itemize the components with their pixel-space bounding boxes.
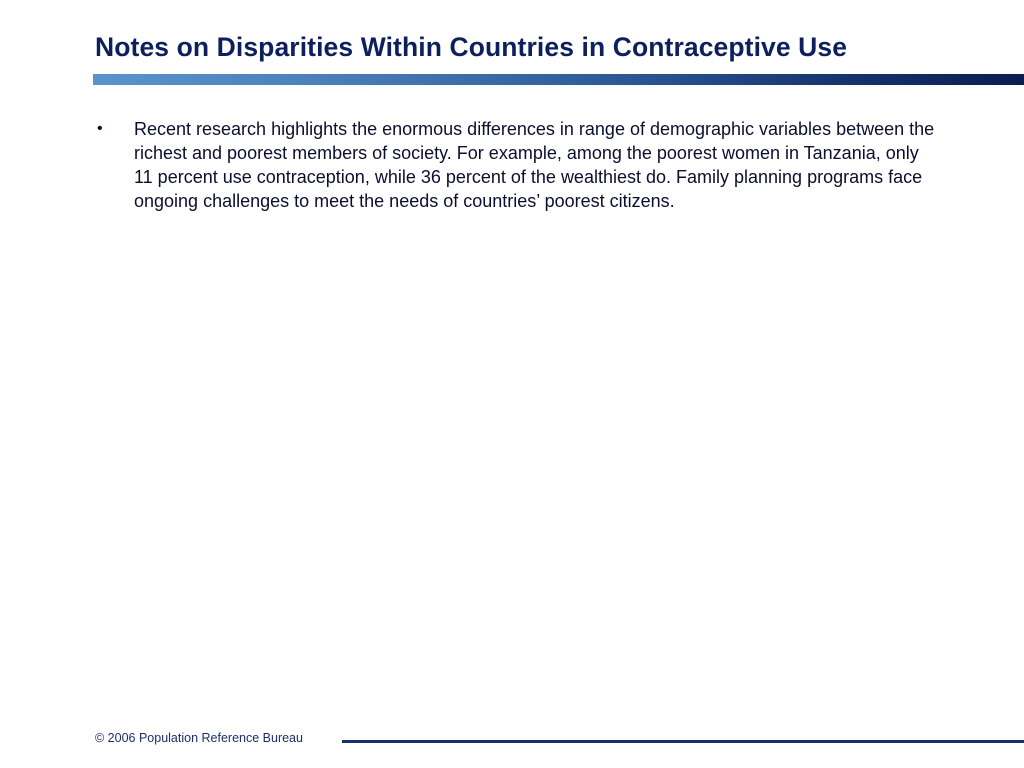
bullet-item [95, 117, 935, 213]
title-gradient-rule [93, 74, 1024, 85]
bullet-text: Recent research highlights the enormous differences in range of demographic variables between the richest and poorest members of society. For example, among the poorest women in Tanzania, only 11 percent use contraception, while 36 percent of the wealthiest do. Family planning programs face ongoing challenges to meet the needs of countries’ poorest citizens. [134, 119, 935, 211]
bullet-marker: • [97, 120, 103, 137]
footer-rule [342, 740, 1024, 743]
copyright-footer: © 2006 Population Reference Bureau [95, 731, 303, 745]
slide-title: Notes on Disparities Within Countries in Contraceptive Use [95, 32, 848, 62]
bullet-list [95, 117, 935, 213]
